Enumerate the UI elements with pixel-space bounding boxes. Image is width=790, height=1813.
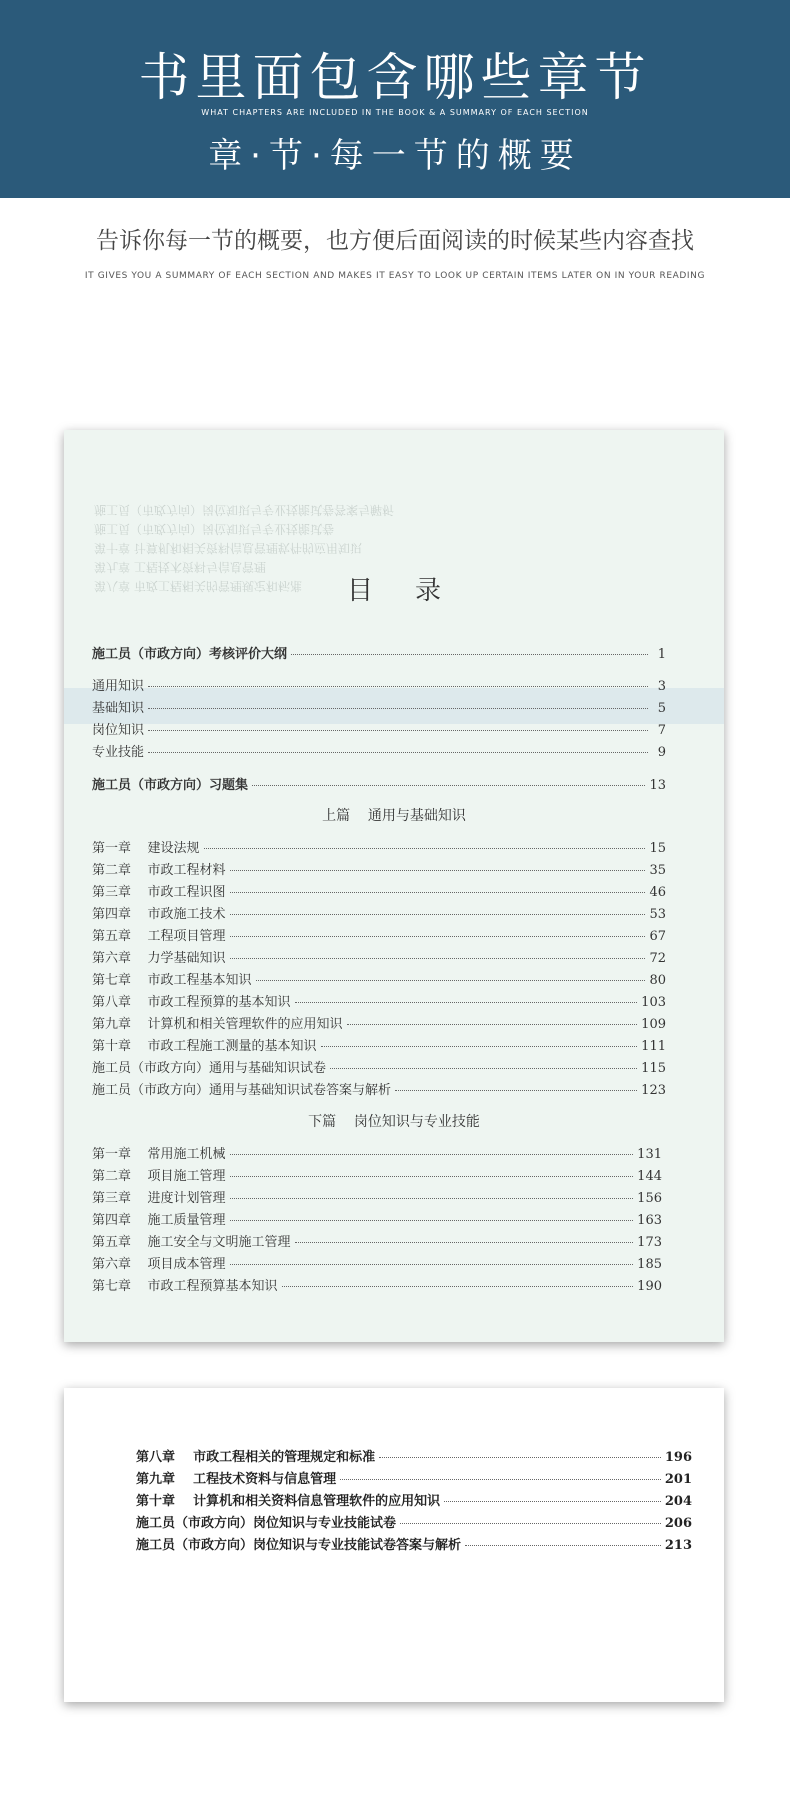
toc-entry: 施工员（市政方向）通用与基础知识试卷答案与解析 123 [92, 1083, 666, 1098]
banner-subtitle-en: WHAT CHAPTERS ARE INCLUDED IN THE BOOK & A SUMMARY OF EACH SECTION [201, 108, 589, 117]
part1-heading: 上篇 通用与基础知识 [322, 808, 466, 824]
bleed-through-text: 第八章 市政工程相关的管理规定和标准 第九章 工程技术资料与信息管理 第十章 计算机和相关资料信息管理软件的应用知识 施工员（市政方向）岗位知识与专业技能试卷 施工员（市政方向）岗位知识与专业技能试卷答案与解析 [94, 503, 395, 593]
toc-entry: 第五章 施工安全与文明施工管理 173 [92, 1235, 662, 1250]
toc-entry-exercise-set: 施工员（市政方向）习题集 13 [92, 778, 666, 793]
banner-subtitle: 章·节·每一节的概要 [208, 136, 582, 176]
toc-entry: 第十章 市政工程施工测量的基本知识 111 [92, 1039, 666, 1054]
toc-entry: 第八章 市政工程相关的管理规定和标准 196 [136, 1450, 692, 1465]
toc-entry: 施工员（市政方向）通用与基础知识试卷 115 [92, 1061, 666, 1076]
toc-entry: 第四章 市政施工技术 53 [92, 907, 666, 922]
toc-entry: 基础知识 5 [92, 701, 666, 716]
toc-entry: 第二章 市政工程材料 35 [92, 863, 666, 878]
header-banner [0, 0, 790, 198]
toc-entry: 第六章 力学基础知识 72 [92, 951, 666, 966]
toc-entry: 第九章 工程技术资料与信息管理 201 [136, 1472, 692, 1487]
toc-entry: 第七章 市政工程预算基本知识 190 [92, 1279, 662, 1294]
intro-text: 告诉你每一节的概要，也方便后面阅读的时候某些内容查找 [96, 228, 694, 254]
toc-title: 目录 [346, 576, 483, 606]
banner-title: 书里面包含哪些章节 [138, 49, 652, 108]
toc-entry: 第十章 计算机和相关资料信息管理软件的应用知识 204 [136, 1494, 692, 1509]
toc-entry: 施工员（市政方向）岗位知识与专业技能试卷 206 [136, 1516, 692, 1531]
toc-entry: 第一章 建设法规 15 [92, 841, 666, 856]
toc-entry-exam-outline: 施工员（市政方向）考核评价大纲 1 [92, 647, 666, 662]
toc-continued-page-photo [64, 1388, 724, 1702]
toc-entry: 岗位知识 7 [92, 723, 666, 738]
toc-entry: 专业技能 9 [92, 745, 666, 760]
toc-entry: 第四章 施工质量管理 163 [92, 1213, 662, 1228]
toc-entry: 第一章 常用施工机械 131 [92, 1147, 662, 1162]
toc-entry: 第三章 进度计划管理 156 [92, 1191, 662, 1206]
toc-entry: 第六章 项目成本管理 185 [92, 1257, 662, 1272]
toc-entry: 通用知识 3 [92, 679, 666, 694]
toc-entry: 第七章 市政工程基本知识 80 [92, 973, 666, 988]
toc-entry: 第三章 市政工程识图 46 [92, 885, 666, 900]
toc-entry: 第五章 工程项目管理 67 [92, 929, 666, 944]
toc-entry: 第二章 项目施工管理 144 [92, 1169, 662, 1184]
toc-page-photo [64, 430, 724, 1342]
toc-entry: 第九章 计算机和相关管理软件的应用知识 109 [92, 1017, 666, 1032]
toc-entry: 第八章 市政工程预算的基本知识 103 [92, 995, 666, 1010]
intro-text-en: IT GIVES YOU A SUMMARY OF EACH SECTION AND MAKES IT EASY TO LOOK UP CERTAIN ITEMS LATER ON IN YOUR READING [84, 271, 706, 281]
part2-heading: 下篇 岗位知识与专业技能 [308, 1114, 480, 1130]
toc-entry: 施工员（市政方向）岗位知识与专业技能试卷答案与解析 213 [136, 1538, 692, 1553]
